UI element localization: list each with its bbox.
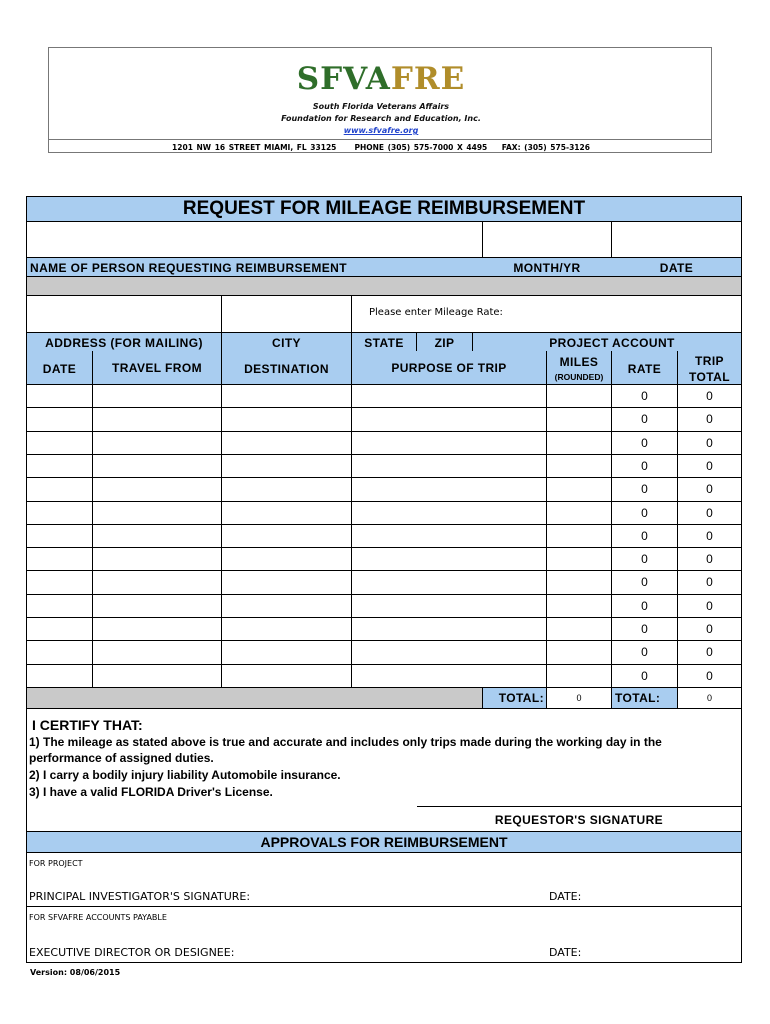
rate-cell: 0 bbox=[641, 575, 648, 590]
miles-cell[interactable] bbox=[547, 432, 611, 454]
certify-line3: 3) I have a valid FLORIDA Driver's License. bbox=[29, 785, 273, 799]
certify-line1-cont: performance of assigned duties. bbox=[29, 751, 214, 765]
date-cell[interactable] bbox=[27, 478, 92, 500]
total-label-miles: TOTAL: bbox=[498, 691, 544, 705]
org-name-line2: Foundation for Research and Education, Inc. bbox=[281, 114, 481, 123]
rate-cell: 0 bbox=[641, 435, 648, 450]
rate-cell: 0 bbox=[641, 645, 648, 660]
miles-cell[interactable] bbox=[547, 618, 611, 640]
trip-total-cell: 0 bbox=[706, 575, 713, 590]
date-label: DATE bbox=[659, 261, 694, 275]
travel-from-cell[interactable] bbox=[93, 618, 221, 640]
date-cell[interactable] bbox=[27, 385, 92, 407]
miles-cell[interactable] bbox=[547, 665, 611, 687]
phone-number: PHONE (305) 575-7000 X 4495 bbox=[354, 143, 488, 152]
rate-cell: 0 bbox=[641, 552, 648, 567]
address-label: ADDRESS (FOR MAILING) bbox=[45, 336, 203, 350]
trip-total-cell: 0 bbox=[706, 622, 713, 636]
date-cell[interactable] bbox=[27, 641, 92, 663]
col-miles: MILES bbox=[559, 355, 599, 369]
purpose-cell[interactable] bbox=[352, 618, 546, 640]
col-travel-from: TRAVEL FROM bbox=[112, 361, 202, 375]
mileage-rate-prompt: Please enter Mileage Rate: bbox=[369, 307, 503, 318]
purpose-cell[interactable] bbox=[352, 548, 546, 570]
rate-cell: 0 bbox=[641, 412, 648, 427]
purpose-cell[interactable] bbox=[352, 525, 546, 547]
col-miles-sub: (ROUNDED) bbox=[554, 372, 604, 382]
divider bbox=[27, 708, 741, 709]
trip-total-cell: 0 bbox=[706, 528, 713, 543]
for-project-label: FOR PROJECT bbox=[29, 859, 83, 868]
form-title: REQUEST FOR MILEAGE REIMBURSEMENT bbox=[182, 198, 586, 219]
travel-from-cell[interactable] bbox=[93, 641, 221, 663]
executive-signature-label: EXECUTIVE DIRECTOR OR DESIGNEE: bbox=[29, 946, 235, 959]
rate-cell: 0 bbox=[641, 622, 648, 636]
totals-band bbox=[27, 688, 482, 708]
purpose-cell[interactable] bbox=[352, 641, 546, 663]
rate-cell: 0 bbox=[641, 389, 648, 403]
for-accounts-payable-label: FOR SFVAFRE ACCOUNTS PAYABLE bbox=[29, 913, 167, 922]
miles-cell[interactable] bbox=[547, 455, 611, 477]
trip-total-cell: 0 bbox=[706, 668, 713, 683]
travel-from-cell[interactable] bbox=[93, 385, 221, 407]
trip-total-cell: 0 bbox=[706, 505, 713, 520]
column-divider bbox=[221, 351, 222, 708]
miles-cell[interactable] bbox=[547, 502, 611, 524]
version-label: Version: 08/06/2015 bbox=[30, 968, 121, 977]
street-address: 1201 NW 16 STREET MIAMI, FL 33125 bbox=[172, 143, 337, 152]
destination-cell[interactable] bbox=[222, 548, 351, 570]
contact-line bbox=[49, 143, 713, 152]
col-rate: RATE bbox=[627, 362, 662, 376]
rate-cell: 0 bbox=[641, 528, 648, 543]
destination-cell[interactable] bbox=[222, 432, 351, 454]
destination-cell[interactable] bbox=[222, 478, 351, 500]
signature-line bbox=[417, 806, 741, 807]
trip-total-cell: 0 bbox=[706, 552, 713, 567]
destination-cell[interactable] bbox=[222, 618, 351, 640]
miles-cell[interactable] bbox=[547, 595, 611, 617]
date-cell[interactable] bbox=[27, 525, 92, 547]
destination-cell[interactable] bbox=[222, 408, 351, 430]
requestor-signature-label: REQUESTOR'S SIGNATURE bbox=[494, 813, 664, 827]
divider bbox=[27, 906, 741, 907]
zip-label: ZIP bbox=[434, 336, 455, 350]
rate-cell: 0 bbox=[641, 482, 648, 497]
divider bbox=[27, 852, 741, 853]
column-divider bbox=[677, 351, 678, 708]
purpose-cell[interactable] bbox=[352, 665, 546, 687]
trip-total-cell: 0 bbox=[706, 482, 713, 497]
purpose-cell[interactable] bbox=[352, 408, 546, 430]
travel-from-cell[interactable] bbox=[93, 408, 221, 430]
col-destination: DESTINATION bbox=[244, 362, 329, 376]
sfvafre-logo bbox=[49, 61, 713, 97]
date-cell[interactable] bbox=[27, 502, 92, 524]
purpose-cell[interactable] bbox=[352, 571, 546, 593]
column-divider bbox=[546, 351, 547, 708]
trip-total-cell: 0 bbox=[706, 458, 713, 473]
date-cell[interactable] bbox=[27, 408, 92, 430]
destination-cell[interactable] bbox=[222, 502, 351, 524]
pi-signature-label: PRINCIPAL INVESTIGATOR'S SIGNATURE: bbox=[29, 890, 251, 903]
project-account-label: PROJECT ACCOUNT bbox=[549, 336, 675, 350]
travel-from-cell[interactable] bbox=[93, 478, 221, 500]
trip-table bbox=[27, 197, 741, 717]
date-cell[interactable] bbox=[27, 618, 92, 640]
executive-date-label: DATE: bbox=[549, 946, 582, 959]
trip-total-cell: 0 bbox=[706, 412, 713, 427]
name-label: NAME OF PERSON REQUESTING REIMBURSEMENT bbox=[30, 261, 347, 275]
miles-cell[interactable] bbox=[547, 525, 611, 547]
rate-cell: 0 bbox=[641, 458, 648, 473]
destination-cell[interactable] bbox=[222, 595, 351, 617]
purpose-cell[interactable] bbox=[352, 478, 546, 500]
purpose-cell[interactable] bbox=[352, 432, 546, 454]
total-miles-value: 0 bbox=[576, 693, 582, 703]
state-label: STATE bbox=[364, 336, 404, 350]
travel-from-cell[interactable] bbox=[93, 525, 221, 547]
letterhead bbox=[48, 47, 712, 153]
travel-from-cell[interactable] bbox=[93, 548, 221, 570]
pi-date-label: DATE: bbox=[549, 890, 582, 903]
destination-cell[interactable] bbox=[222, 571, 351, 593]
approvals-heading: APPROVALS FOR REIMBURSEMENT bbox=[260, 834, 508, 850]
travel-from-cell[interactable] bbox=[93, 571, 221, 593]
org-name-line1: South Florida Veterans Affairs bbox=[312, 102, 450, 111]
travel-from-cell[interactable] bbox=[93, 502, 221, 524]
destination-cell[interactable] bbox=[222, 525, 351, 547]
date-cell[interactable] bbox=[27, 665, 92, 687]
miles-cell[interactable] bbox=[547, 571, 611, 593]
month-year-label: MONTH/YR bbox=[513, 261, 581, 275]
date-cell[interactable] bbox=[27, 455, 92, 477]
mileage-form bbox=[26, 196, 742, 963]
purpose-cell[interactable] bbox=[352, 455, 546, 477]
col-purpose: PURPOSE OF TRIP bbox=[391, 361, 507, 375]
logo-text-right: FRE bbox=[390, 61, 466, 97]
certify-line2: 2) I carry a bodily injury liability Automobile insurance. bbox=[29, 768, 341, 782]
col-date: DATE bbox=[42, 362, 77, 376]
miles-cell[interactable] bbox=[547, 478, 611, 500]
trip-total-cell: 0 bbox=[706, 389, 713, 403]
trip-total-cell: 0 bbox=[706, 435, 713, 450]
grand-total-value: 0 bbox=[706, 693, 712, 703]
purpose-cell[interactable] bbox=[352, 595, 546, 617]
column-divider bbox=[351, 351, 352, 708]
total-label-amount: TOTAL: bbox=[615, 691, 661, 705]
trip-total-cell: 0 bbox=[706, 598, 713, 613]
destination-cell[interactable] bbox=[222, 641, 351, 663]
date-cell[interactable] bbox=[27, 432, 92, 454]
destination-cell[interactable] bbox=[222, 385, 351, 407]
miles-cell[interactable] bbox=[547, 385, 611, 407]
col-trip: TRIP bbox=[695, 354, 724, 368]
travel-from-cell[interactable] bbox=[93, 455, 221, 477]
destination-cell[interactable] bbox=[222, 455, 351, 477]
rate-cell: 0 bbox=[641, 505, 648, 520]
trip-total-cell: 0 bbox=[706, 645, 713, 660]
miles-cell[interactable] bbox=[547, 641, 611, 663]
travel-from-cell[interactable] bbox=[93, 432, 221, 454]
certify-heading: I CERTIFY THAT: bbox=[32, 717, 143, 733]
purpose-cell[interactable] bbox=[352, 502, 546, 524]
destination-cell[interactable] bbox=[222, 665, 351, 687]
purpose-cell[interactable] bbox=[352, 385, 546, 407]
column-divider bbox=[92, 351, 93, 708]
miles-cell[interactable] bbox=[547, 548, 611, 570]
date-cell[interactable] bbox=[27, 571, 92, 593]
logo-text-left: SFVA bbox=[296, 61, 391, 97]
travel-from-cell[interactable] bbox=[93, 595, 221, 617]
city-label: CITY bbox=[272, 336, 301, 350]
rate-cell: 0 bbox=[641, 668, 648, 683]
date-cell[interactable] bbox=[27, 595, 92, 617]
website-link[interactable]: www.sfvafre.org bbox=[343, 126, 419, 135]
fax-number: FAX: (305) 575-3126 bbox=[501, 143, 590, 152]
column-divider bbox=[611, 351, 612, 708]
travel-from-cell[interactable] bbox=[93, 665, 221, 687]
rate-cell: 0 bbox=[641, 598, 648, 613]
certify-line1: 1) The mileage as stated above is true and accurate and includes only trips made during the working day in the bbox=[29, 735, 662, 749]
col-total: TOTAL bbox=[689, 370, 730, 384]
miles-cell[interactable] bbox=[547, 408, 611, 430]
date-cell[interactable] bbox=[27, 548, 92, 570]
letterhead-divider bbox=[48, 139, 712, 140]
